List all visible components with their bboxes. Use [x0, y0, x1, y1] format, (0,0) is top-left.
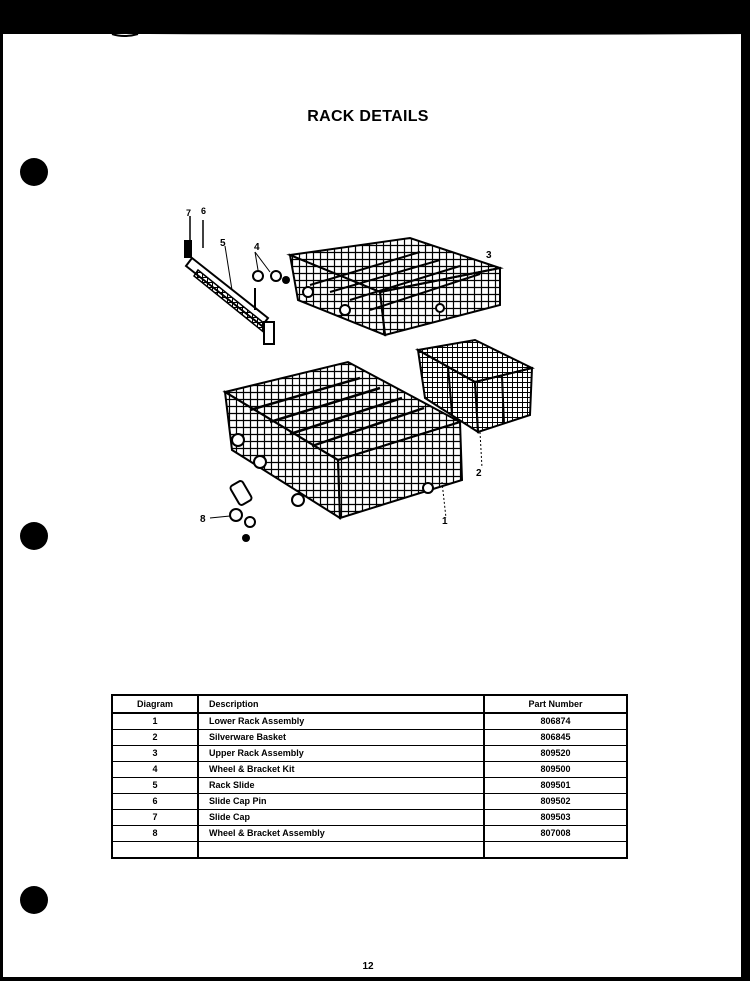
table-header-row: [112, 695, 627, 713]
cell-description: Wheel & Bracket Assembly: [198, 826, 484, 842]
table-row: [112, 778, 627, 794]
cell-part-number: 806845: [484, 730, 627, 746]
parts-table: [111, 694, 628, 859]
scan-top-border: [0, 0, 750, 34]
header-part-number: Part Number: [484, 695, 627, 713]
binder-hole-middle: [20, 522, 48, 550]
cell-part-number: 809501: [484, 778, 627, 794]
rack-slide-illustration: [184, 216, 290, 344]
binder-hole-bottom: [20, 886, 48, 914]
cell-diagram: 3: [112, 746, 198, 762]
callout-6: 6: [201, 206, 207, 216]
table-row: [112, 810, 627, 826]
cell-diagram: 7: [112, 810, 198, 826]
scan-left-edge: [0, 0, 3, 981]
cell-description: Slide Cap: [198, 810, 484, 826]
upper-rack-illustration: [290, 238, 500, 335]
header-description: Description: [198, 695, 484, 713]
table-row: [112, 794, 627, 810]
cell-description: Wheel & Bracket Kit: [198, 762, 484, 778]
cell-part-number: 809500: [484, 762, 627, 778]
table-row: [112, 826, 627, 842]
cell-part-number: [484, 842, 627, 859]
page-number: 12: [362, 961, 374, 972]
cell-description: [198, 842, 484, 859]
callout-3: 3: [486, 250, 492, 261]
cell-diagram: 5: [112, 778, 198, 794]
cell-diagram: [112, 842, 198, 859]
rack-exploded-diagram: [170, 200, 550, 550]
header-diagram: Diagram: [112, 695, 198, 713]
cell-part-number: 809502: [484, 794, 627, 810]
table-row: [112, 713, 627, 730]
cell-diagram: 2: [112, 730, 198, 746]
callout-7: 7: [186, 208, 192, 218]
page-title: RACK DETAILS: [307, 108, 429, 125]
callout-1: 1: [442, 516, 448, 527]
table-row: [112, 746, 627, 762]
callout-4: 4: [254, 242, 260, 253]
scan-bottom-edge: [0, 977, 750, 981]
wheel-bracket-assembly-illustration: [210, 480, 255, 542]
cell-description: Silverware Basket: [198, 730, 484, 746]
callout-2: 2: [476, 468, 482, 479]
binder-hole-top: [20, 158, 48, 186]
cell-part-number: 806874: [484, 713, 627, 730]
scan-page-curl: [0, 30, 750, 44]
cell-description: Lower Rack Assembly: [198, 713, 484, 730]
cell-description: Upper Rack Assembly: [198, 746, 484, 762]
callout-5: 5: [220, 238, 226, 249]
cell-part-number: 809520: [484, 746, 627, 762]
cell-diagram: 4: [112, 762, 198, 778]
callout-8: 8: [200, 514, 206, 525]
cell-part-number: 807008: [484, 826, 627, 842]
cell-diagram: 8: [112, 826, 198, 842]
cell-diagram: 6: [112, 794, 198, 810]
scan-right-edge: [741, 0, 750, 981]
table-row: [112, 730, 627, 746]
table-row-empty: [112, 842, 627, 859]
cell-part-number: 809503: [484, 810, 627, 826]
cell-description: Slide Cap Pin: [198, 794, 484, 810]
cell-diagram: 1: [112, 713, 198, 730]
table-row: [112, 762, 627, 778]
cell-description: Rack Slide: [198, 778, 484, 794]
